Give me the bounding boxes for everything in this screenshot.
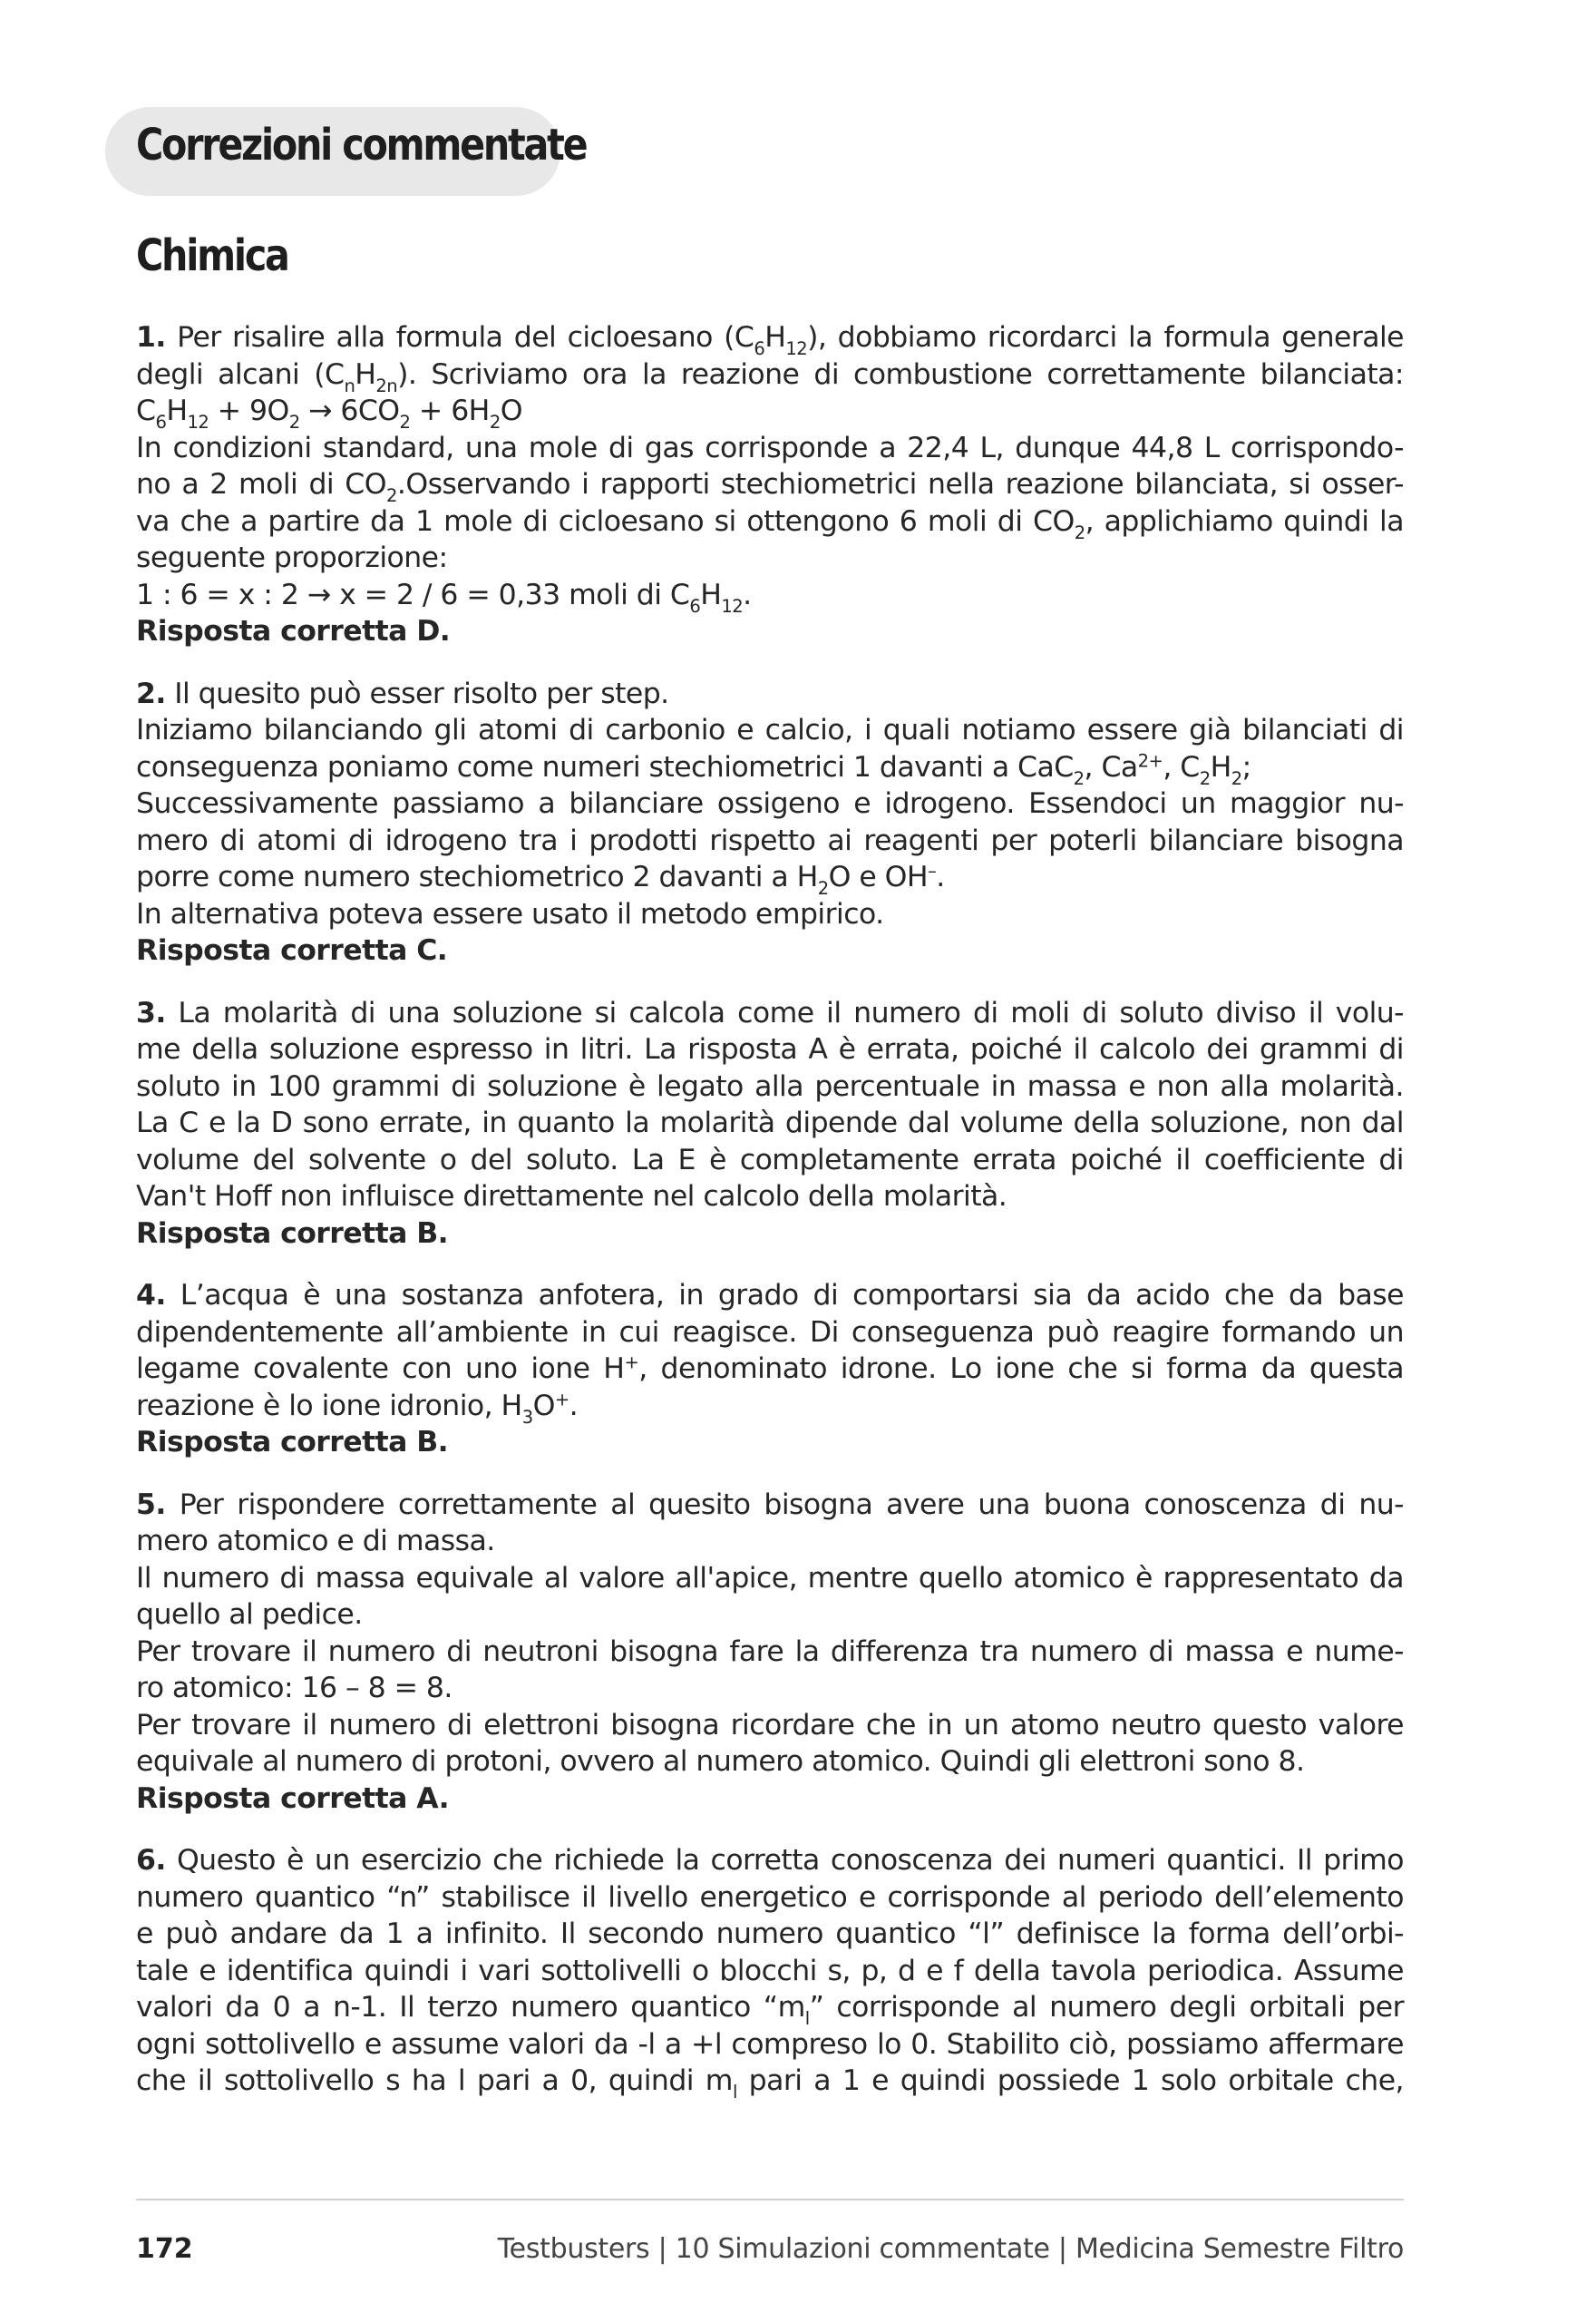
text-line: La C e la D sono errate, in quanto la molarità dipende dal volume della soluzione, non dal <box>136 1107 1404 1139</box>
question-number: 2. <box>136 677 166 710</box>
question-5 <box>136 1487 1404 1818</box>
text-line: va che a partire da 1 mole di cicloesano si ottengono 6 moli di $CO_2$, applichiamo quindi la <box>136 504 1404 543</box>
equation-line: $C_6H_{12} + 9O_2 \to 6CO_2 + 6H_2O$ <box>136 395 522 433</box>
text-line: 5. Per rispondere correttamente al quesito bisogna avere una buona conoscenza di nu- <box>136 1488 1404 1521</box>
text-line: mero atomico e di massa. <box>136 1525 495 1557</box>
text-line: conseguenza poniamo come numeri stechiometrici 1 davanti a CaC$_2$, $Ca^{2+}$, $C_2H_2$; <box>136 749 1251 789</box>
text-line: reazione è lo ione idronio, $H_3O^+$. <box>136 1388 579 1428</box>
text-line: 1 : 6 = x : 2 → x = 2 / 6 = 0,33 moli di $C_6H_{12}$. <box>136 578 752 617</box>
question-number: 4. <box>136 1279 166 1312</box>
question-number: 6. <box>136 1844 166 1877</box>
question-4 <box>136 1277 1404 1461</box>
correct-answer: Risposta corretta B. <box>136 1216 449 1250</box>
text-line: mero di atomi di idrogeno tra i prodotti rispetto ai reagenti per poterli bilanciare bisogna <box>136 824 1404 857</box>
correct-answer: Risposta corretta A. <box>136 1781 450 1815</box>
question-2 <box>136 676 1404 970</box>
answers-body <box>136 319 1404 2125</box>
text-line: tale e identifica quindi i vari sottolivelli o blocchi s, p, d e f della tavola periodica. Assume <box>136 1954 1404 1987</box>
text-line: Successivamente passiamo a bilanciare ossigeno e idrogeno. Essendoci un maggior nu- <box>136 787 1404 820</box>
question-1 <box>136 319 1404 650</box>
text-line: In condizioni standard, una mole di gas corrisponde a 22,4 L, dunque 44,8 L corrispondo- <box>136 431 1404 464</box>
text-line: valori da 0 a n-1. Il terzo numero quantico “$m_l$” corrisponde al numero degli orbitali per <box>136 1991 1404 2029</box>
text-line: Il numero di massa equivale al valore all'apice, mentre quello atomico è rappresentato da <box>136 1561 1404 1595</box>
text-line: ogni sottolivello e assume valori da -l a +l compreso lo 0. Stabilito ciò, possiamo affermare <box>136 2027 1404 2061</box>
text-line: e può andare da 1 a infinito. Il secondo numero quantico “l” definisce la forma dell’orbi- <box>136 1917 1404 1950</box>
question-number: 5. <box>136 1488 166 1521</box>
question-3 <box>136 995 1404 1253</box>
text-line: equivale al numero di protoni, ovvero al numero atomico. Quindi gli elettroni sono 8. <box>136 1745 1305 1778</box>
correct-answer: Risposta corretta C. <box>136 934 448 967</box>
text-line: degli alcani $(C_nH_{2n})$. Scriviamo ora la reazione di combustione correttamente bilanciata: <box>136 357 1404 396</box>
text-line: dipendentemente all’ambiente in cui reagisce. Di conseguenza può reagire formando un <box>136 1315 1404 1349</box>
correct-answer: Risposta corretta B. <box>136 1426 449 1459</box>
section-title: Chimica <box>136 230 288 281</box>
question-number: 3. <box>136 996 166 1029</box>
text-line: porre come numero stechiometrico 2 davanti a $H_2O$ e OH–. <box>136 860 945 899</box>
text-line: legame covalente con uno ione H+, denominato idrone. Lo ione che si forma da questa <box>136 1351 1404 1385</box>
text-line: 4. L’acqua è una sostanza anfotera, in grado di comportarsi sia da acido che da base <box>136 1279 1404 1312</box>
text-line: 2. Il quesito può esser risolto per step. <box>136 677 669 710</box>
text-line: ro atomico: 16 – 8 = 8. <box>136 1672 453 1704</box>
text-line: numero quantico “n” stabilisce il livello energetico e corrisponde al periodo dell’elemento <box>136 1880 1404 1914</box>
text-line: 1. Per risalire alla formula del cicloesano $(C_6H_{12})$, dobbiamo ricordarci la formula generale <box>136 321 1405 359</box>
text-line: Per trovare il numero di neutroni bisogna fare la differenza tra numero di massa e nume- <box>136 1634 1404 1668</box>
text-line: 6. Questo è un esercizio che richiede la corretta conoscenza dei numeri quantici. Il primo <box>136 1844 1404 1877</box>
page-header-title: Correzioni commentate <box>136 120 587 171</box>
text-line: In alternativa poteva essere usato il metodo empirico. <box>136 897 884 931</box>
text-line: Per trovare il numero di elettroni bisogna ricordare che in un atomo neutro questo valore <box>136 1708 1404 1742</box>
text-line: quello al pedice. <box>136 1598 363 1631</box>
text-line: seguente proporzione: <box>136 541 448 574</box>
correct-answer: Risposta corretta D. <box>136 615 451 648</box>
text-line: no a 2 moli di $CO_2.Osservando$ i rapporti stechiometrici nella reazione bilanciata, si osser- <box>136 468 1404 506</box>
question-6 <box>136 1842 1404 2100</box>
text-line: me della soluzione espresso in litri. La risposta A è errata, poiché il calcolo dei grammi di <box>136 1033 1404 1066</box>
question-number: 1. <box>136 321 166 354</box>
text-line: che il sottolivello s ha l pari a 0, quindi $m_l$ pari a 1 e quindi possiede 1 solo orbitale che, <box>136 2064 1404 2102</box>
text-line: 3. La molarità di una soluzione si calcola come il numero di moli di soluto diviso il volu- <box>136 996 1404 1029</box>
text-line: Iniziamo bilanciando gli atomi di carbonio e calcio, i quali notiamo essere già bilanciati di <box>136 714 1404 746</box>
text-line: volume del solvente o del soluto. La E è completamente errata poiché il coefficiente di <box>136 1143 1404 1176</box>
text-line: soluto in 100 grammi di soluzione è legato alla percentuale in massa e non alla molarità. <box>136 1069 1404 1103</box>
footer-divider <box>136 2199 1404 2200</box>
text-line: Van't Hoff non influisce direttamente nel calcolo della molarità. <box>136 1180 1007 1213</box>
footer-text: Testbusters | 10 Simulazioni commentate | Medicina Semestre Filtro <box>497 2233 1404 2265</box>
page-number: 172 <box>136 2233 193 2265</box>
